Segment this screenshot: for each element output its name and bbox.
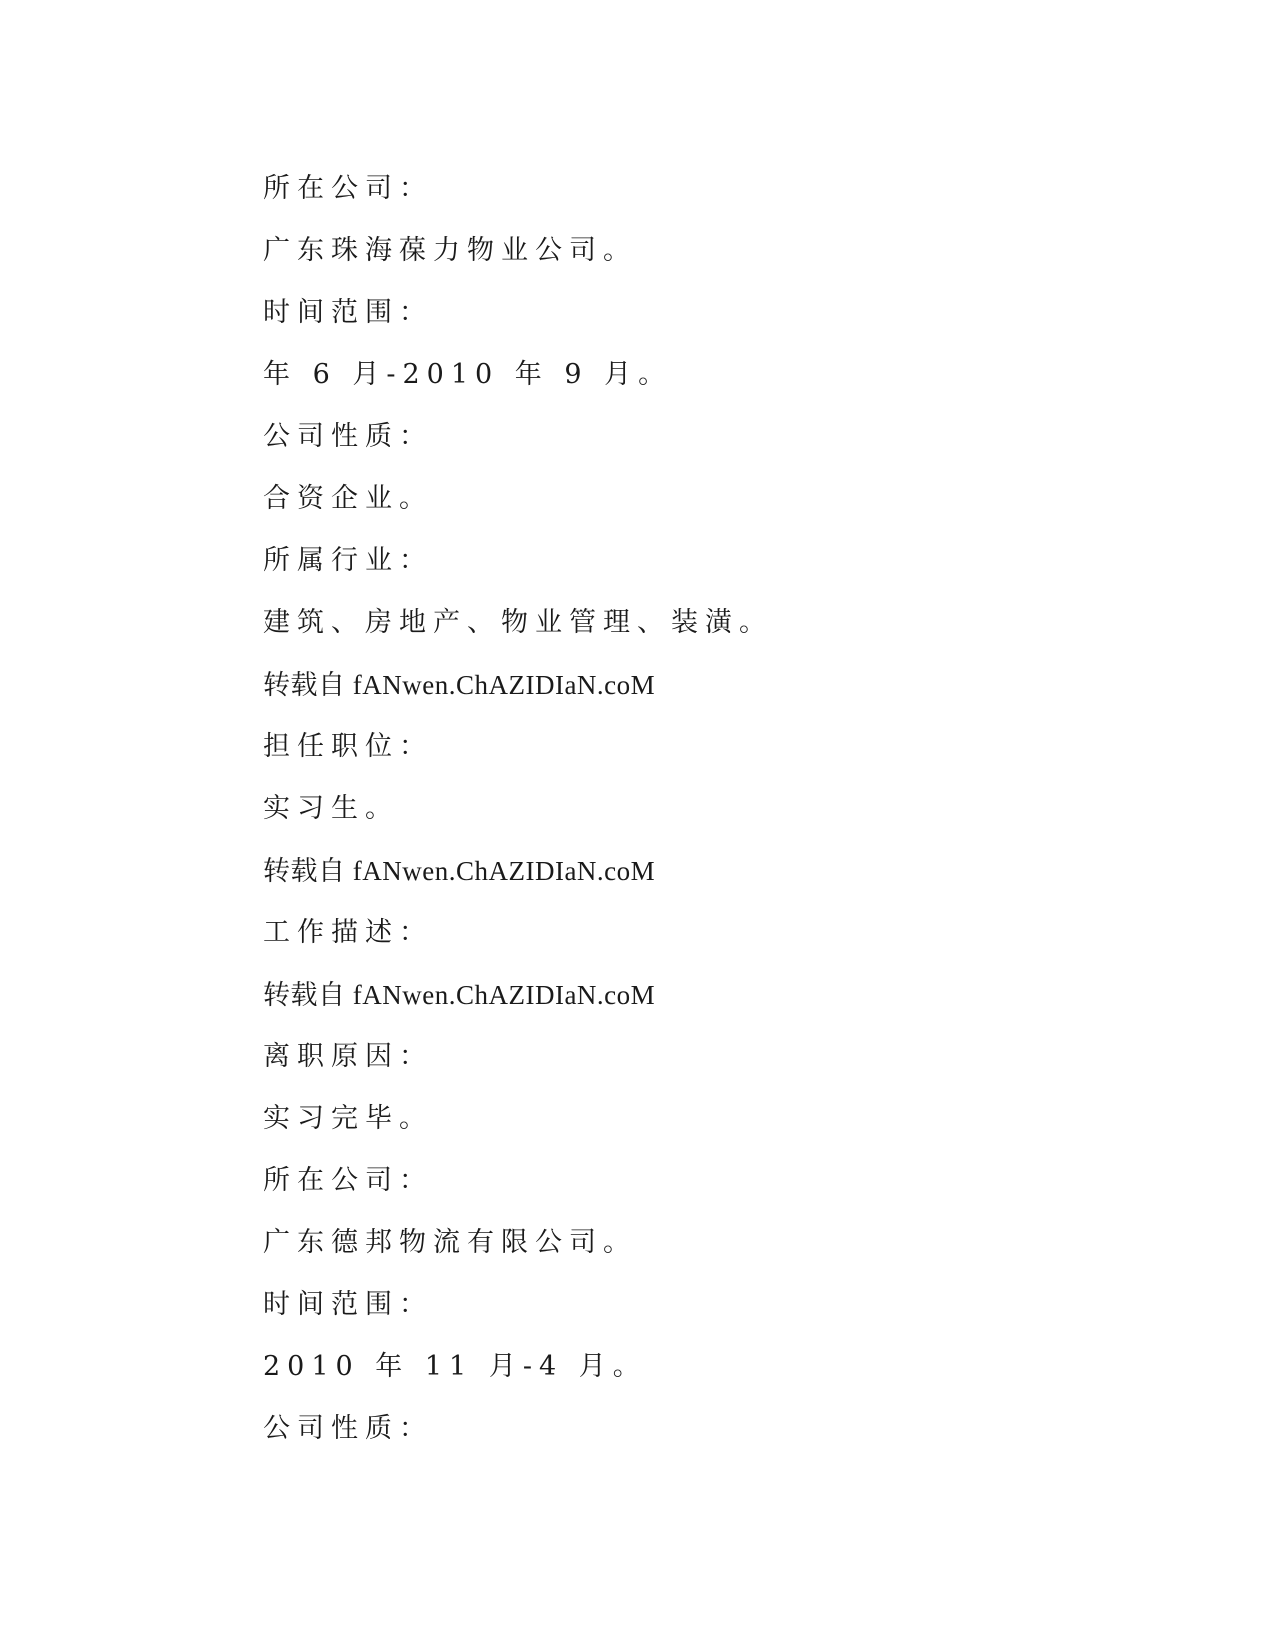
field-value-time-range: 年 6 月-2010 年 9 月。 bbox=[263, 359, 673, 390]
field-value-company-type: 合资企业。 bbox=[263, 483, 433, 514]
field-label-industry: 所属行业： bbox=[263, 545, 433, 576]
source-note: 转载自 fANwen.ChAZIDIaN.coM bbox=[263, 856, 656, 886]
source-note: 转载自 fANwen.ChAZIDIaN.coM bbox=[263, 980, 656, 1010]
field-label-time-range: 时间范围： bbox=[263, 297, 433, 328]
field-label-company-type: 公司性质： bbox=[263, 421, 433, 452]
document-body bbox=[263, 166, 1063, 1468]
field-value-leaving-reason: 实习完毕。 bbox=[263, 1103, 433, 1134]
field-value-company: 广东珠海葆力物业公司。 bbox=[263, 235, 637, 266]
field-value-time-range: 2010 年 11 月-4 月。 bbox=[263, 1351, 647, 1382]
field-label-company: 所在公司： bbox=[263, 1165, 433, 1196]
field-label-position: 担任职位： bbox=[263, 731, 433, 762]
field-label-leaving-reason: 离职原因： bbox=[263, 1041, 433, 1072]
field-value-company: 广东德邦物流有限公司。 bbox=[263, 1227, 637, 1258]
field-value-industry: 建筑、房地产、物业管理、装潢。 bbox=[263, 607, 773, 638]
field-value-position: 实习生。 bbox=[263, 793, 399, 824]
field-label-company: 所在公司： bbox=[263, 173, 433, 204]
field-label-time-range: 时间范围： bbox=[263, 1289, 433, 1320]
source-note: 转载自 fANwen.ChAZIDIaN.coM bbox=[263, 670, 656, 700]
field-label-company-type: 公司性质： bbox=[263, 1413, 433, 1444]
field-label-job-description: 工作描述： bbox=[263, 917, 433, 948]
